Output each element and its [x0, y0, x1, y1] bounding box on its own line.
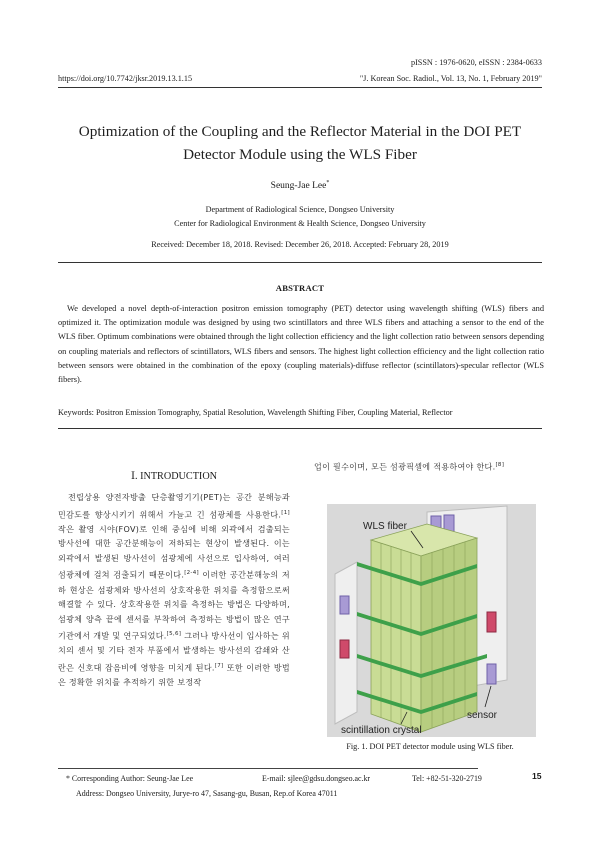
- footnote-rule: [58, 768, 478, 769]
- citation-3[interactable]: [5,6]: [166, 631, 182, 638]
- page-number: 15: [532, 771, 542, 781]
- keywords: Keywords: Positron Emission Tomography, Spatial Resolution, Wavelength Shifting Fiber, Coupling Material, Reflector: [58, 408, 453, 417]
- citation-5[interactable]: [8]: [495, 462, 505, 468]
- figure-caption: Fig. 1. DOI PET detector module using WLS fiber.: [346, 742, 514, 751]
- detector-module-diagram: [327, 504, 536, 737]
- intro-right-text: 업이 필수이며, 모든 섬광픽셀에 적용하여야 한다.: [314, 462, 496, 472]
- citation-1[interactable]: [1]: [281, 509, 290, 516]
- paper-title: [40, 120, 560, 166]
- label-sensor: sensor: [467, 710, 498, 721]
- author-line: [40, 180, 560, 191]
- sensor-block: [487, 612, 496, 632]
- label-scintillation-crystal: scintillation crystal: [341, 725, 422, 736]
- intro-heading: Ⅰ. INTRODUCTION: [130, 471, 218, 482]
- author-address: Address: Dongseo University, Jurye-ro 47, Sasang-gu, Busan, Rep.of Korea 47011: [76, 789, 338, 798]
- title-line-1: Optimization of the Coupling and the Reflector Material in the DOI PET: [78, 123, 522, 140]
- intro-text-e: 또한 이러한 방법은 정확한 위치를 추적하기 위한 보정작: [58, 663, 290, 688]
- header-rule: [58, 87, 542, 88]
- intro-continued: [314, 458, 546, 475]
- affiliation-1: Department of Radiological Science, Dongseo University: [205, 205, 395, 214]
- received-dates: Received: December 18, 2018. Revised: December 26, 2018. Accepted: February 28, 2019: [151, 240, 449, 249]
- leader-line: [485, 686, 491, 707]
- intro-paragraph: [58, 491, 290, 691]
- doi-link[interactable]: https://doi.org/10.7742/jksr.2019.13.1.15: [58, 74, 193, 83]
- abstract-heading: ABSTRACT: [275, 283, 325, 293]
- sensor-block: [340, 596, 349, 614]
- label-wls-fiber: WLS fiber: [363, 521, 407, 532]
- author-tel: Tel: +82-51-320-2719: [412, 774, 482, 783]
- abstract-bottom-rule: [58, 428, 542, 429]
- author-email[interactable]: E-mail: sjlee@gdsu.dongseo.ac.kr: [262, 774, 371, 783]
- sensor-block: [487, 664, 496, 684]
- figure-1: [327, 504, 536, 737]
- abstract-body: We developed a novel depth-of-interaction positron emission tomography (PET) detector using wavelength shifting (WLS) fibers and optimized it. The optimization module was designed by using two scintillators and three WLS fibers and attaching a sensor to the end of the WLS fiber. Optimum combinations were obtained through the light collection efficiency and the light collection ratio between sensors depending on coupling materials and reflectors of scintillators, WLS fibers and sensors. The highest light collection efficiency and the light collection ratio between sensors were obtained in the combination of the epoxy (coupling materials)-diffuse reflector (scintillators)-specular reflector (WLS fibers).: [58, 304, 544, 385]
- abstract-top-rule: [58, 262, 542, 263]
- title-line-2: Detector Module using the WLS Fiber: [183, 146, 417, 163]
- journal-citation: "J. Korean Soc. Radiol., Vol. 13, No. 1, February 2019": [359, 74, 542, 83]
- intro-text-b: 작은 촬영 시야(FOV)로 인해 중심에 비해 외곽에서 검출되는 방사선에 대한 공간분해능이 저하되는 현상이 발생된다. 이는 외곽에서 발생된 방사선이 섬광체에 사선으로 입사하여, 여러 섬광체에 걸쳐 검출되기 때문이다.: [58, 524, 290, 581]
- issn-line: pISSN : 1976-0620, eISSN : 2384-0633: [410, 58, 542, 67]
- author-name: Seung-Jae Lee: [270, 181, 327, 192]
- intro-text-a: 전립상용 양전자방출 단층촬영기기(PET)는 공간 분해능과 민감도를 향상시키기 위해서 가늘고 긴 섬광체를 사용한다.: [58, 493, 290, 520]
- citation-4[interactable]: [7]: [214, 663, 224, 670]
- affiliation-2: Center for Radiological Environment & Health Science, Dongseo University: [174, 219, 426, 228]
- author-mark: *: [326, 180, 330, 186]
- corresponding-author: * Corresponding Author: Seung-Jae Lee: [66, 774, 194, 783]
- sensor-block: [340, 640, 349, 658]
- citation-2[interactable]: [2-4]: [184, 570, 199, 577]
- intro-text-c: 이러한 공간분해능의 저하 현상은 섬광체와 방사선의 상호작용한 위치를 측정함으로써 해결할 수 있다. 상호작용한 위치를 측정하는 방법은 다양하며, 섬광체 양측 끝에 센서를 부착하여 측정하는 방법이 많은 연구기관에서 개발 및 연구되었다.: [58, 571, 290, 641]
- intro-text-d: 그러나 방사선이 입사하는 위치의 센서 및 기타 전자 부품에서 발생하는 방사선의 감쇄와 산란은 신호대 잡음비에 영향을 미치게 된다.: [58, 631, 291, 673]
